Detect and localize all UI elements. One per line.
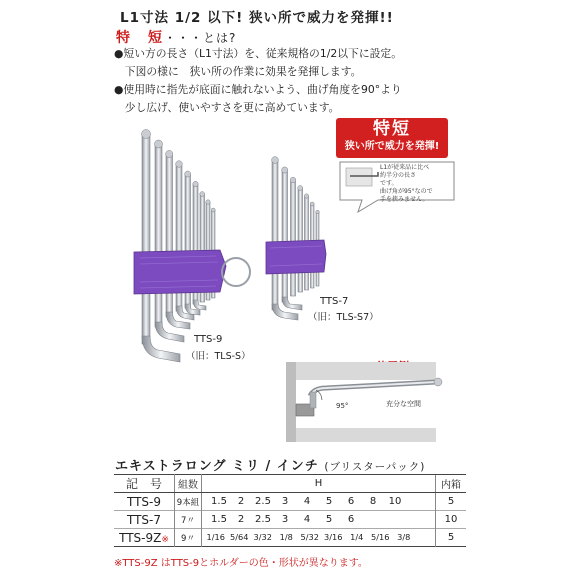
h-value: 1.5 xyxy=(211,496,227,507)
table-header-row xyxy=(114,475,466,493)
row-count: 9本組 xyxy=(175,493,202,511)
h-value: 2 xyxy=(237,514,245,525)
table-row xyxy=(114,493,466,511)
badge-sub: 狭い所で威力を発揮! xyxy=(344,141,440,152)
h-value: 2 xyxy=(237,496,245,507)
h-value: 3 xyxy=(281,496,289,507)
feature-line-1: ●短い方の長さ（L1寸法）を、従来規格の1/2以下に設定。 xyxy=(114,47,403,60)
header-count: 組数 xyxy=(175,475,202,493)
feature-line-3: ●使用時に指先が底面に触れないよう、曲げ角度を90°より xyxy=(114,83,402,96)
h-value: 1/4 xyxy=(350,532,364,542)
row-count: 7〃 xyxy=(175,511,202,529)
feature-line-2: 下図の様に 狭い所の作業に効果を発揮します。 xyxy=(114,65,362,78)
usage-space-label: 充分な空間 xyxy=(386,400,421,408)
feature-title-rest: ・・・とは? xyxy=(164,31,237,45)
tts7-name: TTS-7 xyxy=(320,296,349,307)
table-title xyxy=(115,455,425,474)
h-value: 5/16 xyxy=(371,532,390,542)
h-value: 3/16 xyxy=(324,532,343,542)
badge-note-line: 曲げ角が95°なので xyxy=(380,188,433,195)
h-value: 1.5 xyxy=(211,514,227,525)
feature-title-red: 特 短 xyxy=(116,30,164,46)
usage-angle: 95° xyxy=(336,402,349,410)
row-code-cell xyxy=(114,529,175,547)
table-title-main: エキストラロング ミリ / インチ xyxy=(115,459,319,474)
h-value: 6 xyxy=(347,514,355,525)
row-box: 5 xyxy=(436,529,467,547)
row-box: 10 xyxy=(436,511,467,529)
h-value: 5 xyxy=(325,514,333,525)
headline: L1寸法 1/2 以下! 狭い所で威力を発揮!! xyxy=(120,10,394,26)
badge-note-line: 約半分の長さ xyxy=(380,172,417,179)
h-value: 3/8 xyxy=(397,532,411,542)
h-value: 2.5 xyxy=(255,514,271,525)
tts7-old-name: （旧：TLS-S7） xyxy=(308,312,379,323)
h-value: 5 xyxy=(325,496,333,507)
h-value: 3/32 xyxy=(253,532,272,542)
h-value: 1/8 xyxy=(279,532,293,542)
header-h: H xyxy=(202,475,436,493)
h-value: 5/64 xyxy=(230,532,249,542)
h-value: 2.5 xyxy=(255,496,271,507)
header-box: 内箱 xyxy=(436,475,467,493)
badge-main: 特短 xyxy=(373,119,411,139)
h-value: 3 xyxy=(281,514,289,525)
badge-note-line: です。 xyxy=(380,180,398,187)
row-code-mark: ※ xyxy=(161,534,169,545)
table-row xyxy=(114,511,466,529)
feature-title xyxy=(116,27,236,47)
row-values xyxy=(202,493,436,511)
h-value: 5/32 xyxy=(300,532,319,542)
badge-note-line: 手を挟みません。 xyxy=(380,196,429,203)
h-value: 8 xyxy=(369,496,377,507)
row-code: TTS-9Z xyxy=(119,530,162,545)
h-value: 1/16 xyxy=(206,532,225,542)
tts9-hex-key-set-image xyxy=(128,122,258,372)
row-values xyxy=(202,529,436,547)
row-code: TTS-9 xyxy=(114,493,175,511)
badge-note xyxy=(380,164,454,204)
table-row xyxy=(114,529,466,547)
spec-table xyxy=(114,474,466,547)
h-value: 10 xyxy=(388,496,402,507)
tts9-old-name: （旧：TLS-S） xyxy=(186,351,251,362)
feature-line-4: 少し広げ、使いやすさを更に高めています。 xyxy=(114,101,340,114)
tokutan-badge xyxy=(336,118,448,158)
h-value: 4 xyxy=(303,514,311,525)
tts9-name: TTS-9 xyxy=(194,334,223,345)
header-code: 記 号 xyxy=(114,475,175,493)
usage-diagram xyxy=(286,362,456,442)
row-count: 9〃 xyxy=(175,529,202,547)
row-values xyxy=(202,511,436,529)
row-code: TTS-7 xyxy=(114,511,175,529)
row-box: 5 xyxy=(436,493,467,511)
table-title-sub: (ブリスターパック) xyxy=(324,461,426,473)
footnote: ※TTS-9Z はTTS-9とホルダーの色・形状が異なります。 xyxy=(114,558,368,569)
h-value: 6 xyxy=(347,496,355,507)
h-value: 4 xyxy=(303,496,311,507)
badge-note-line: L1が従来品に比べ xyxy=(380,164,430,171)
